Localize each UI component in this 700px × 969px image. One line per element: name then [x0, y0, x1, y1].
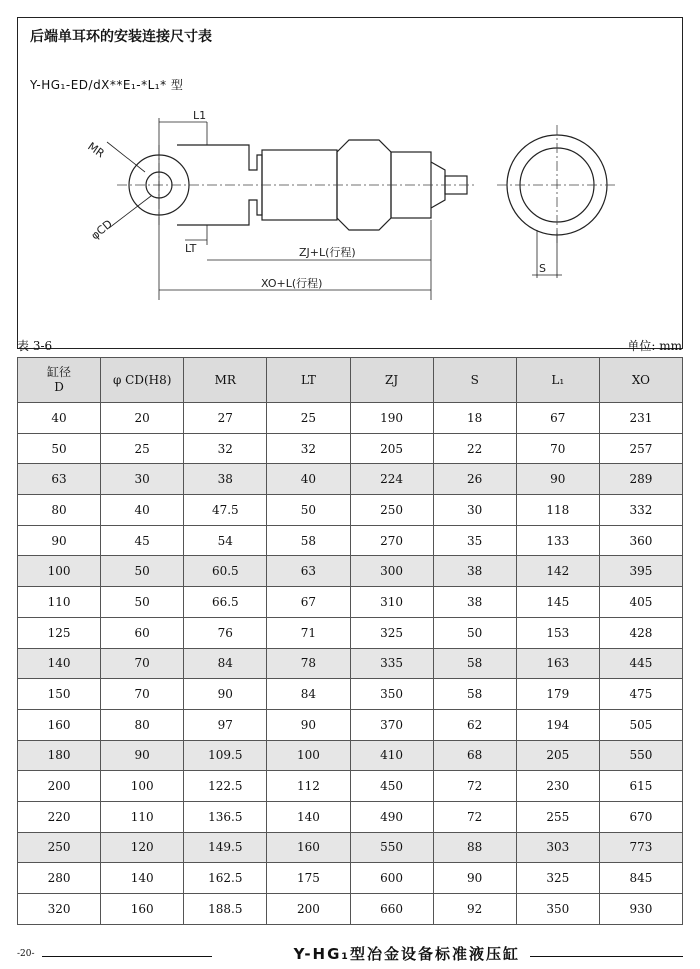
- table-cell: 162.5: [184, 863, 267, 894]
- table-cell: 70: [101, 679, 184, 710]
- table-cell: 550: [350, 832, 433, 863]
- table-cell: 332: [599, 495, 682, 526]
- table-row: [18, 433, 683, 464]
- table-row: [18, 863, 683, 894]
- table-cell: 149.5: [184, 832, 267, 863]
- table-cell: 360: [599, 525, 682, 556]
- table-cell: 50: [101, 587, 184, 618]
- table-cell: 32: [267, 433, 350, 464]
- table-cell: 505: [599, 709, 682, 740]
- table-cell: 47.5: [184, 495, 267, 526]
- table-cell: 50: [101, 556, 184, 587]
- table-cell: 395: [599, 556, 682, 587]
- table-cell: 490: [350, 801, 433, 832]
- table-cell: 100: [267, 740, 350, 771]
- table-cell: 30: [101, 464, 184, 495]
- section-heading: 后端单耳环的安装连接尺寸表: [30, 29, 212, 45]
- column-header: LT: [267, 358, 350, 403]
- table-row: [18, 495, 683, 526]
- table-cell: 845: [599, 863, 682, 894]
- table-cell: 30: [433, 495, 516, 526]
- table-cell: 100: [18, 556, 101, 587]
- table-cell: 78: [267, 648, 350, 679]
- table-cell: 25: [101, 433, 184, 464]
- table-cell: 200: [18, 771, 101, 802]
- table-cell: 773: [599, 832, 682, 863]
- table-cell: 110: [101, 801, 184, 832]
- table-cell: 90: [101, 740, 184, 771]
- table-row: [18, 648, 683, 679]
- table-cell: 118: [516, 495, 599, 526]
- label-s: S: [539, 262, 546, 275]
- column-header: ZJ: [350, 358, 433, 403]
- table-cell: 58: [433, 648, 516, 679]
- table-number: 表 3-6: [17, 339, 53, 353]
- table-row: [18, 464, 683, 495]
- table-cell: 289: [599, 464, 682, 495]
- table-cell: 72: [433, 801, 516, 832]
- table-cell: 163: [516, 648, 599, 679]
- table-cell: 310: [350, 587, 433, 618]
- table-cell: 660: [350, 894, 433, 925]
- table-cell: 60: [101, 617, 184, 648]
- footer-rule-right: [530, 956, 683, 957]
- table-row: [18, 709, 683, 740]
- label-l1: L1: [193, 109, 207, 122]
- table-cell: 97: [184, 709, 267, 740]
- table-cell: 18: [433, 403, 516, 434]
- label-lt: LT: [185, 242, 197, 255]
- table-row: [18, 617, 683, 648]
- table-cell: 35: [433, 525, 516, 556]
- model-code: Y-HG₁-ED/dX**E₁-*L₁* 型: [30, 78, 184, 92]
- column-header: MR: [184, 358, 267, 403]
- unit-label: 单位: mm: [627, 339, 682, 353]
- table-cell: 92: [433, 894, 516, 925]
- dimension-table: [17, 357, 683, 925]
- table-cell: 72: [433, 771, 516, 802]
- table-cell: 68: [433, 740, 516, 771]
- table-cell: 600: [350, 863, 433, 894]
- page-number: -20-: [17, 949, 35, 959]
- table-cell: 303: [516, 832, 599, 863]
- table-cell: 160: [18, 709, 101, 740]
- table-cell: 90: [267, 709, 350, 740]
- table-cell: 90: [516, 464, 599, 495]
- table-cell: 133: [516, 525, 599, 556]
- table-cell: 26: [433, 464, 516, 495]
- label-xo: XO+L(行程): [261, 277, 323, 290]
- table-cell: 27: [184, 403, 267, 434]
- table-cell: 670: [599, 801, 682, 832]
- table-cell: 188.5: [184, 894, 267, 925]
- table-cell: 140: [267, 801, 350, 832]
- label-zj: ZJ+L(行程): [299, 246, 356, 259]
- table-cell: 50: [18, 433, 101, 464]
- table-header-row: [18, 358, 683, 403]
- table-cell: 84: [267, 679, 350, 710]
- table-cell: 205: [350, 433, 433, 464]
- leader-mr: [107, 142, 145, 172]
- table-cell: 250: [350, 495, 433, 526]
- table-row: [18, 587, 683, 618]
- table-cell: 122.5: [184, 771, 267, 802]
- table-cell: 50: [267, 495, 350, 526]
- table-cell: 270: [350, 525, 433, 556]
- table-cell: 140: [101, 863, 184, 894]
- table-cell: 300: [350, 556, 433, 587]
- table-cell: 90: [433, 863, 516, 894]
- table-cell: 67: [267, 587, 350, 618]
- table-cell: 370: [350, 709, 433, 740]
- table-cell: 180: [18, 740, 101, 771]
- table-cell: 445: [599, 648, 682, 679]
- table-cell: 190: [350, 403, 433, 434]
- table-cell: 71: [267, 617, 350, 648]
- table-cell: 80: [18, 495, 101, 526]
- table-cell: 63: [267, 556, 350, 587]
- table-cell: 40: [101, 495, 184, 526]
- table-cell: 410: [350, 740, 433, 771]
- table-cell: 205: [516, 740, 599, 771]
- table-row: [18, 525, 683, 556]
- label-mr: MR: [85, 139, 107, 161]
- table-cell: 200: [267, 894, 350, 925]
- table-cell: 179: [516, 679, 599, 710]
- table-cell: 70: [516, 433, 599, 464]
- table-cell: 80: [101, 709, 184, 740]
- table-cell: 90: [18, 525, 101, 556]
- table-cell: 428: [599, 617, 682, 648]
- column-header: XO: [599, 358, 682, 403]
- table-cell: 50: [433, 617, 516, 648]
- column-header: φ CD(H8): [101, 358, 184, 403]
- table-cell: 160: [101, 894, 184, 925]
- table-cell: 90: [184, 679, 267, 710]
- footer-title: Y-HG₁型冶金设备标准液压缸: [293, 945, 520, 963]
- table-cell: 67: [516, 403, 599, 434]
- table-cell: 550: [599, 740, 682, 771]
- table-row: [18, 894, 683, 925]
- footer-rule-left: [42, 956, 212, 957]
- table-cell: 475: [599, 679, 682, 710]
- table-cell: 140: [18, 648, 101, 679]
- table-cell: 160: [267, 832, 350, 863]
- table-cell: 320: [18, 894, 101, 925]
- table-cell: 20: [101, 403, 184, 434]
- table-body: [18, 403, 683, 925]
- table-cell: 100: [101, 771, 184, 802]
- table-cell: 38: [433, 587, 516, 618]
- table-cell: 84: [184, 648, 267, 679]
- table-row: [18, 740, 683, 771]
- table-cell: 615: [599, 771, 682, 802]
- table-cell: 325: [350, 617, 433, 648]
- cylinder-drawing: [17, 100, 683, 310]
- table-cell: 224: [350, 464, 433, 495]
- table-cell: 350: [516, 894, 599, 925]
- table-row: [18, 771, 683, 802]
- table-cell: 63: [18, 464, 101, 495]
- table-cell: 120: [101, 832, 184, 863]
- table-cell: 145: [516, 587, 599, 618]
- table-cell: 110: [18, 587, 101, 618]
- table-cell: 58: [433, 679, 516, 710]
- table-cell: 25: [267, 403, 350, 434]
- table-row: [18, 556, 683, 587]
- table-cell: 40: [267, 464, 350, 495]
- table-cell: 257: [599, 433, 682, 464]
- table-cell: 175: [267, 863, 350, 894]
- table-cell: 38: [433, 556, 516, 587]
- table-cell: 350: [350, 679, 433, 710]
- table-cell: 930: [599, 894, 682, 925]
- table-cell: 22: [433, 433, 516, 464]
- table-cell: 58: [267, 525, 350, 556]
- table-cell: 32: [184, 433, 267, 464]
- table-cell: 194: [516, 709, 599, 740]
- table-cell: 230: [516, 771, 599, 802]
- table-cell: 150: [18, 679, 101, 710]
- table-cell: 88: [433, 832, 516, 863]
- table-cell: 220: [18, 801, 101, 832]
- table-cell: 153: [516, 617, 599, 648]
- table-cell: 125: [18, 617, 101, 648]
- table-cell: 335: [350, 648, 433, 679]
- column-header: 缸径 D: [18, 358, 101, 403]
- table-cell: 109.5: [184, 740, 267, 771]
- column-header: S: [433, 358, 516, 403]
- table-cell: 231: [599, 403, 682, 434]
- table-cell: 45: [101, 525, 184, 556]
- table-cell: 40: [18, 403, 101, 434]
- table-cell: 38: [184, 464, 267, 495]
- table-cell: 54: [184, 525, 267, 556]
- table-cell: 70: [101, 648, 184, 679]
- table-row: [18, 403, 683, 434]
- column-header: L₁: [516, 358, 599, 403]
- table-cell: 405: [599, 587, 682, 618]
- table-cell: 112: [267, 771, 350, 802]
- table-cell: 450: [350, 771, 433, 802]
- table-cell: 136.5: [184, 801, 267, 832]
- label-cd: φCD: [88, 217, 115, 243]
- table-cell: 62: [433, 709, 516, 740]
- table-row: [18, 832, 683, 863]
- table-row: [18, 801, 683, 832]
- table-cell: 280: [18, 863, 101, 894]
- table-cell: 250: [18, 832, 101, 863]
- table-cell: 142: [516, 556, 599, 587]
- table-cell: 76: [184, 617, 267, 648]
- table-cell: 60.5: [184, 556, 267, 587]
- table-row: [18, 679, 683, 710]
- table-cell: 66.5: [184, 587, 267, 618]
- table-cell: 255: [516, 801, 599, 832]
- table-cell: 325: [516, 863, 599, 894]
